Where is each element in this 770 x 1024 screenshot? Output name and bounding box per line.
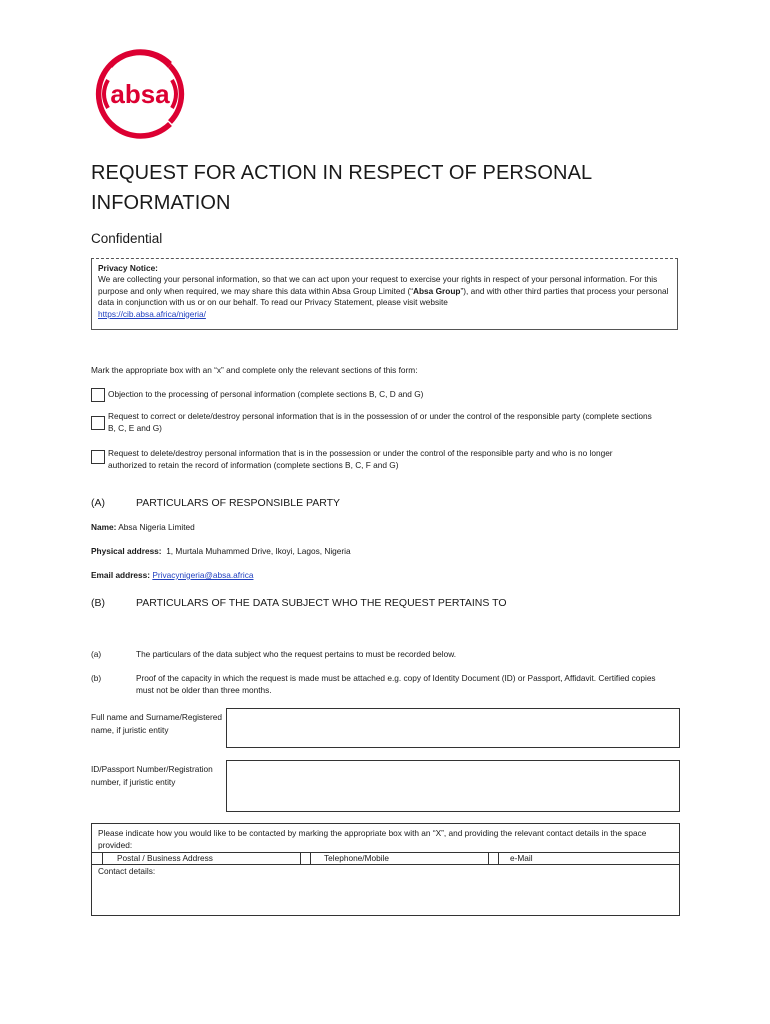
option-delete-destroy-label: Request to delete/destroy personal information that is in the possession or under the control of the responsible party and who is no longer authorized to retain the record of information (complete sections B, C, F and G) <box>108 448 613 470</box>
id-number-input[interactable] <box>226 760 680 812</box>
option-correct-delete-checkbox[interactable] <box>91 416 105 430</box>
address-label: Physical address: <box>91 546 162 556</box>
option-objection[interactable] <box>91 388 651 404</box>
absa-logo <box>92 46 188 142</box>
section-a-label: (A) <box>91 497 105 509</box>
email-option-label: e-Mail <box>510 853 533 863</box>
privacy-text-part-2: ”), and with other third parties that process your personal data in conjunction with us or on our behalf. To read our Privacy Statement, please visit website <box>98 285 669 308</box>
option-objection-label: Objection to the processing of personal information (complete sections B, C, D and G) <box>108 389 424 399</box>
option-delete-destroy[interactable] <box>91 447 651 473</box>
contact-details-label: Contact details: <box>98 866 156 876</box>
telephone-label: Telephone/Mobile <box>324 853 390 863</box>
name-value: Absa Nigeria Limited <box>118 522 195 532</box>
postal-address-label: Postal / Business Address <box>117 853 213 863</box>
contact-instruction: Please indicate how you would like to be contacted by marking the appropriate box with an “X”, and providing the relevant contact details in the space provided: <box>98 828 647 850</box>
responsible-party-name <box>91 522 195 532</box>
name-label: Name: <box>91 522 117 532</box>
option-delete-destroy-checkbox[interactable] <box>91 450 105 464</box>
section-b-title: PARTICULARS OF THE DATA SUBJECT WHO THE REQUEST PERTAINS TO <box>136 597 507 609</box>
option-correct-delete-label: Request to correct or delete/destroy personal information that is in the possession of or under the control of the responsible party (complete sections B, C, E and G) <box>108 411 652 433</box>
section-b-item-a <box>91 648 661 662</box>
contact-preference-box <box>91 823 680 916</box>
option-correct-delete[interactable] <box>91 410 651 436</box>
confidential-label: Confidential <box>91 231 163 246</box>
postal-address-checkbox[interactable] <box>92 853 103 864</box>
full-name-input[interactable] <box>226 708 680 748</box>
address-value: 1, Murtala Muhammed Drive, Ikoyi, Lagos, Nigeria <box>166 546 351 556</box>
responsible-party-email <box>91 570 253 580</box>
item-b-label: (b) <box>91 673 102 683</box>
privacy-bold-term: Absa Group <box>413 285 461 296</box>
form-title: REQUEST FOR ACTION IN RESPECT OF PERSONAL INFORMATION <box>91 162 592 214</box>
privacy-notice-heading: Privacy Notice: <box>98 263 158 273</box>
id-number-label: ID/Passport Number/Registration number, if juristic entity <box>91 764 213 787</box>
section-a-heading <box>91 497 651 513</box>
email-link[interactable]: Privacynigeria@absa.africa <box>152 570 254 580</box>
section-b-heading <box>91 597 651 613</box>
logo-text: absa <box>110 79 170 109</box>
section-b-label: (B) <box>91 597 105 609</box>
email-checkbox[interactable] <box>488 853 499 864</box>
contact-options-row <box>92 852 679 865</box>
privacy-notice-text <box>98 274 671 308</box>
email-label: Email address: <box>91 570 151 580</box>
option-objection-checkbox[interactable] <box>91 388 105 402</box>
responsible-party-address <box>91 546 351 556</box>
privacy-statement-link[interactable]: https://cib.absa.africa/nigeria/ <box>98 308 206 319</box>
telephone-checkbox[interactable] <box>300 853 311 864</box>
privacy-notice-box <box>91 258 678 330</box>
item-a-text: The particulars of the data subject who the request pertains to must be recorded below. <box>136 649 457 659</box>
privacy-text-part-1: We are collecting your personal information, so that we can act upon your request to exercise your rights in respect of your personal information. For this purpose and only when required, we may share this data within Absa Group Limited (“ <box>98 274 658 296</box>
section-b-item-b <box>91 672 661 698</box>
full-name-label: Full name and Surname/Registered name, if juristic entity <box>91 712 222 735</box>
form-instruction: Mark the appropriate box with an “x” and complete only the relevant sections of this form: <box>91 365 418 375</box>
section-a-title: PARTICULARS OF RESPONSIBLE PARTY <box>136 497 341 509</box>
item-a-label: (a) <box>91 649 102 659</box>
item-b-text: Proof of the capacity in which the request is made must be attached e.g. copy of Identity Document (ID) or Passport, Affidavit. Certified copies must not be older than three months. <box>136 673 656 695</box>
